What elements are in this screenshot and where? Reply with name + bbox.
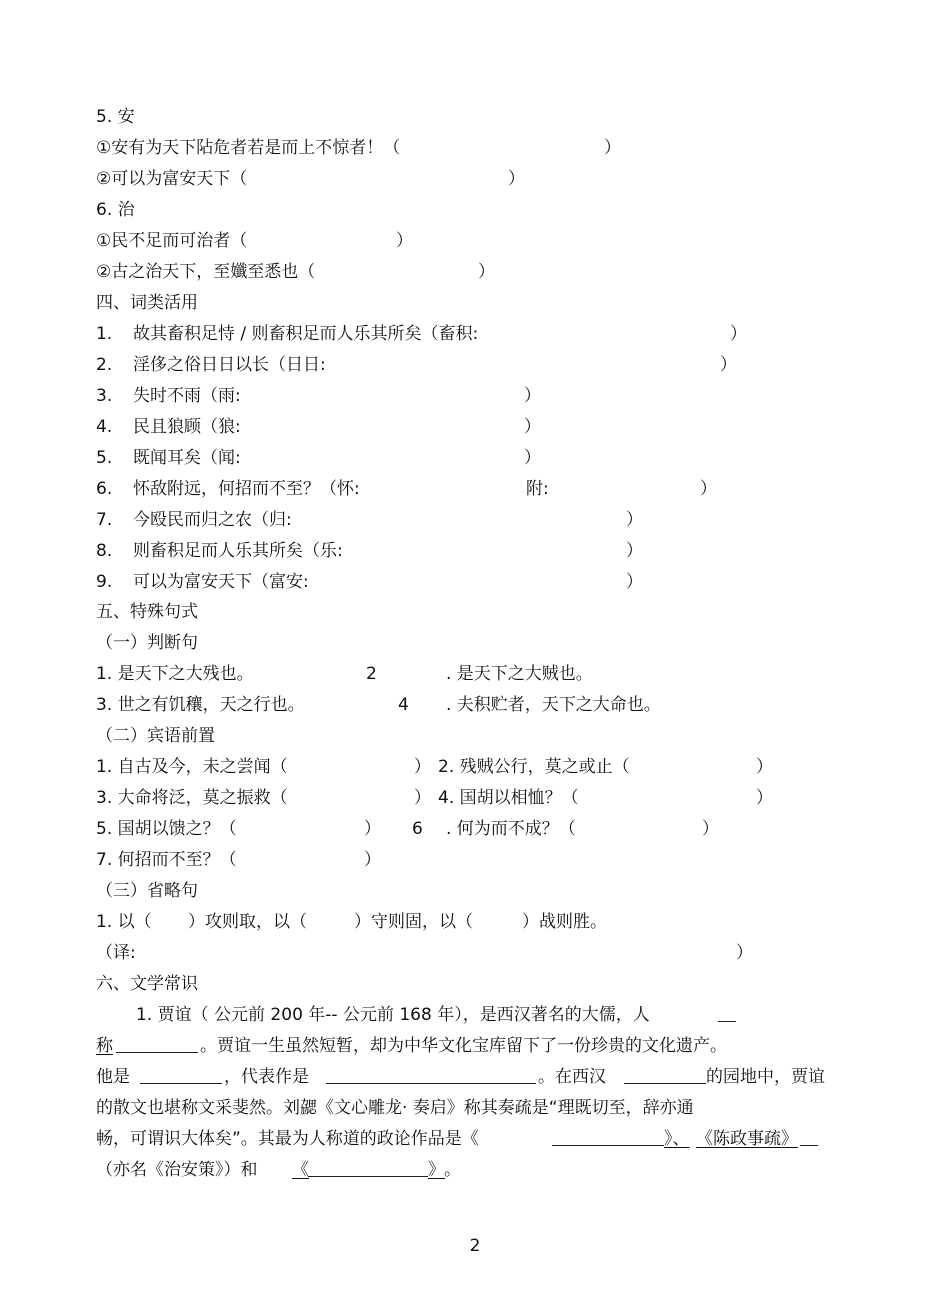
blank-line (800, 1128, 818, 1152)
blank-line (308, 1159, 428, 1183)
blank-line (116, 1035, 198, 1059)
blank-line (624, 1066, 706, 1090)
blank-line (140, 1066, 222, 1090)
page-number: 2 (469, 1236, 481, 1256)
blank-line (718, 1004, 736, 1028)
blank-line (326, 1066, 536, 1090)
document-page: 5. 安 ①安有为天下阽危者若是而上不惊者！（ ） ②可以为富安天下（ ） 6. 治 ①民不足而可治者（ ） ②古之治天下，至孅至悉也（ ） 四、词类活用 1. 故其畜积足恃 / 则畜积足而人乐其所矣（畜积: ） 2. 淫侈之俗日日以长（日日: ） 3. 失时不雨（雨: ） 4. 民且狼顾（狼: ） 5. 既闻耳矣（闻: ） 6. 怀敌附远，何招而不至？（怀: 附: ） 7. 今殴民而归之农（归: ） 8. 则畜积足而人乐其所矣（乐: ） 9. 可以为富安天下（富安: ） 五、特殊句式 （一）判断句 1. 是天下之大残也。 2 . 是天下之大贼也。 3. 世之有饥穰，天之行也。 4 . 夫积贮者，天下之大命也。 （二）宾语前置 1. 自古及今，未之尝闻（ ） 2. 残贼公行，莫之或止（ ） 3. 大命将泛，莫之振救（ ） 4. 国胡以相恤？（ ） 5. 国胡以馈之？（ ） 6 . 何为而不成？（ ） 7. 何招而不至？（ ） （三）省略句 1. 以（ ）攻则取，以（ ）守则固，以（ ）战则胜。 （译: ） 六、文学常识 1. 贾谊（ 公元前 200 年-- 公元前 168 年），是西汉著名的大儒，人 称 。贾谊一生虽然短暂，却为中华文化宝库留下了一份珍贵的文化遗产。 他是 ，代表作是 。在西汉 的园地中，贾谊 的散文也堪称文采斐然。刘勰《文心雕龙· 奏启》称其奏疏是“理既切至，辞亦通 畅，可谓识大体矣”。其最为人称道的政论作品是《 》、 《陈政事疏》 （亦名《治安策》）和 《 》 。 2 (0, 0, 950, 1316)
blank-line (552, 1128, 664, 1152)
